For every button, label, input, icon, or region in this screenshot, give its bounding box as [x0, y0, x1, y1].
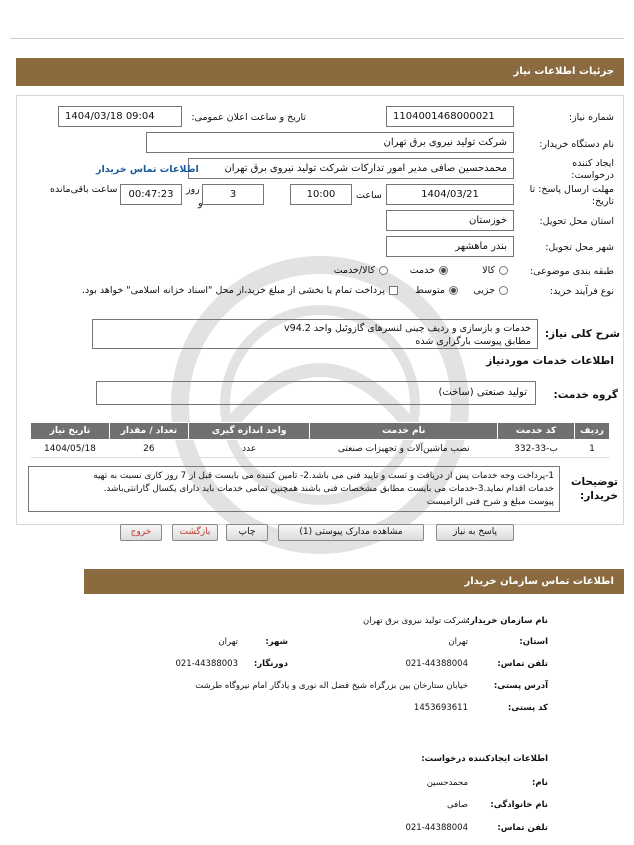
buyer-notes-line-2: خدمات اقدام نماید.3-خدمات می بایست مطابق مشخصات فنی باشند همچنین تمامی خدمات باید دارای یکسال گارانتی‌باشد.: [103, 484, 554, 494]
buyer-notes-box: [28, 466, 560, 512]
fax-label: دورنگار:: [253, 659, 288, 669]
cell-name: نصب ماشین‌آلات و تجهیزات صنعتی: [310, 440, 498, 458]
contact-title-bar: [84, 569, 624, 594]
org-value: شرکت تولید نیروی برق تهران: [363, 616, 468, 626]
exit-button[interactable]: خروج: [120, 524, 162, 541]
cell-row: 1: [574, 440, 609, 458]
print-button[interactable]: چاپ: [226, 524, 268, 541]
col-date: تاریخ نیاز: [31, 423, 110, 440]
contact-title: اطلاعات تماس سازمان خریدار: [464, 576, 614, 587]
process-option-minor-label: جزیی: [473, 285, 495, 296]
summary-label: شرح کلی نیاز:: [544, 328, 620, 340]
need-number-label: شماره نیاز:: [568, 112, 614, 123]
page-title-bar: [16, 58, 624, 86]
radio-selected-icon[interactable]: [439, 266, 448, 275]
contact-phone-label: تلفن تماس:: [497, 659, 548, 669]
process-label: نوع فرآیند خرید:: [549, 286, 614, 297]
col-row: ردیف: [574, 423, 609, 440]
col-unit: واحد اندازه گیری: [188, 423, 310, 440]
process-option-medium[interactable]: [415, 285, 458, 296]
contact-province-value: تهران: [448, 637, 468, 647]
cell-code: ب-33-332: [498, 440, 575, 458]
radio-icon[interactable]: [499, 286, 508, 295]
creator-phone-value: 021-44388004: [405, 823, 468, 833]
time-label: ساعت: [356, 190, 382, 201]
postal-label: کد پستی:: [507, 703, 548, 713]
days-field: 3: [202, 184, 264, 205]
reply-button[interactable]: پاسخ به نیاز: [436, 524, 514, 541]
province-field: خوزستان: [386, 210, 514, 231]
contact-province-label: استان:: [519, 637, 548, 647]
remaining-label: ساعت باقی‌مانده: [50, 184, 118, 195]
payment-note: پرداخت تمام یا بخشی از مبلغ خرید،از محل "اسناد خزانه اسلامی" خواهد بود.: [82, 285, 385, 296]
buyer-contact-link[interactable]: اطلاعات تماس خریدار: [96, 164, 199, 175]
payment-checkbox[interactable]: [82, 285, 398, 296]
cell-date: 1404/05/18: [31, 440, 110, 458]
deadline-date-field: 1404/03/21: [386, 184, 514, 205]
org-label: نام سازمان خریدار:: [466, 616, 548, 626]
announce-value: 1404/03/18 09:04: [65, 111, 155, 122]
creator-family-value: صافی: [447, 800, 468, 810]
col-qty: تعداد / مقدار: [109, 423, 188, 440]
summary-box: [92, 319, 538, 349]
days-label: روز: [186, 184, 200, 195]
creator-heading: اطلاعات ایجادکننده درخواست:: [421, 754, 548, 764]
col-code: کد خدمت: [498, 423, 575, 440]
buyer-notes-line-1: 1-پرداخت وجه خدمات پس از دریافت و تست و تایید فنی می باشد.2- تامین کننده می بایست قبل از 7 روز کاری نسبت به تهیه: [93, 471, 554, 481]
buyer-notes-line-3: پیوست مبلغ و شرح فنی الزامیست: [426, 497, 554, 507]
category-option-both[interactable]: [334, 265, 388, 276]
services-table: [30, 422, 610, 458]
announce-label: تاریخ و ساعت اعلان عمومی:: [191, 112, 306, 123]
buyer-label: نام دستگاه خریدار:: [539, 139, 614, 150]
cell-qty: 26: [109, 440, 188, 458]
cell-unit: عدد: [188, 440, 310, 458]
creator-name-label: نام:: [531, 778, 548, 788]
category-label: طبقه بندی موضوعی:: [529, 266, 614, 277]
process-option-medium-label: متوسط: [415, 285, 445, 296]
creator-name-value: محمدحسین: [426, 778, 468, 788]
contact-city-value: تهران: [218, 637, 238, 647]
deadline-time-field: 10:00: [290, 184, 352, 205]
table-header-row: [31, 423, 610, 440]
checkbox-icon[interactable]: [389, 286, 398, 295]
creator-family-label: نام خانوادگی:: [490, 800, 548, 810]
address-label: آدرس پستی:: [493, 681, 548, 691]
summary-line-2: مطابق پیوست بارگزاری شده: [415, 336, 531, 347]
radio-icon[interactable]: [499, 266, 508, 275]
contact-phone-value: 021-44388004: [405, 659, 468, 669]
category-option-service[interactable]: [410, 265, 448, 276]
creator-field: محمدحسین صافی مدیر امور تدارکات شرکت تولید نیروی برق تهران: [188, 158, 514, 179]
buyer-field: شرکت تولید نیروی برق تهران: [146, 132, 514, 153]
top-divider: [10, 38, 624, 39]
category-option-goods-label: کالا: [482, 265, 495, 276]
service-group-field: تولید صنعتی (ساخت): [96, 381, 536, 405]
address-value: خیابان ستارخان بین بزرگراه شیخ فضل اله نوری و یادگار امام نیروگاه طرشت: [195, 681, 468, 691]
process-option-minor[interactable]: [473, 285, 508, 296]
remaining-time-field: 00:47:23: [120, 184, 182, 205]
deadline-label-2: تاریخ:: [591, 196, 614, 207]
fax-value: 021-44388003: [175, 659, 238, 669]
and-label: و: [198, 198, 203, 209]
category-option-goods[interactable]: [482, 265, 508, 276]
summary-line-1: خدمات و بازسازی و ردیف چینی لنسرهای گازوئیل واحد v94.2: [284, 323, 531, 334]
city-label: شهر محل تحویل:: [545, 242, 614, 253]
page-title: جزئیات اطلاعات نیاز: [513, 66, 614, 77]
postal-value: 1453693611: [413, 703, 468, 713]
radio-icon[interactable]: [379, 266, 388, 275]
view-attachments-button[interactable]: مشاهده مدارک پیوستی (1): [278, 524, 424, 541]
city-field: بندر ماهشهر: [386, 236, 514, 257]
category-option-service-label: خدمت: [409, 265, 435, 276]
back-button[interactable]: بازگشت: [172, 524, 218, 541]
buyer-notes-label-1: توضیحات: [570, 476, 618, 488]
category-option-both-label: کالا/خدمت: [333, 265, 375, 276]
services-heading: اطلاعات خدمات موردنیاز: [486, 355, 614, 367]
need-number-field: 1104001468000021: [386, 106, 514, 127]
creator-label-2: درخواست:: [571, 170, 614, 181]
province-label: استان محل تحویل:: [539, 216, 614, 227]
radio-selected-icon[interactable]: [449, 286, 458, 295]
deadline-label-1: مهلت ارسال پاسخ: تا: [529, 184, 614, 195]
buyer-notes-label-2: خریدار:: [580, 490, 618, 502]
table-row: [31, 440, 610, 458]
col-name: نام خدمت: [310, 423, 498, 440]
service-group-label: گروه خدمت:: [553, 389, 618, 401]
creator-phone-label: تلفن تماس:: [497, 823, 548, 833]
contact-city-label: شهر:: [265, 637, 288, 647]
creator-label-1: ایجاد کننده: [572, 158, 614, 169]
announce-field: [58, 106, 182, 127]
